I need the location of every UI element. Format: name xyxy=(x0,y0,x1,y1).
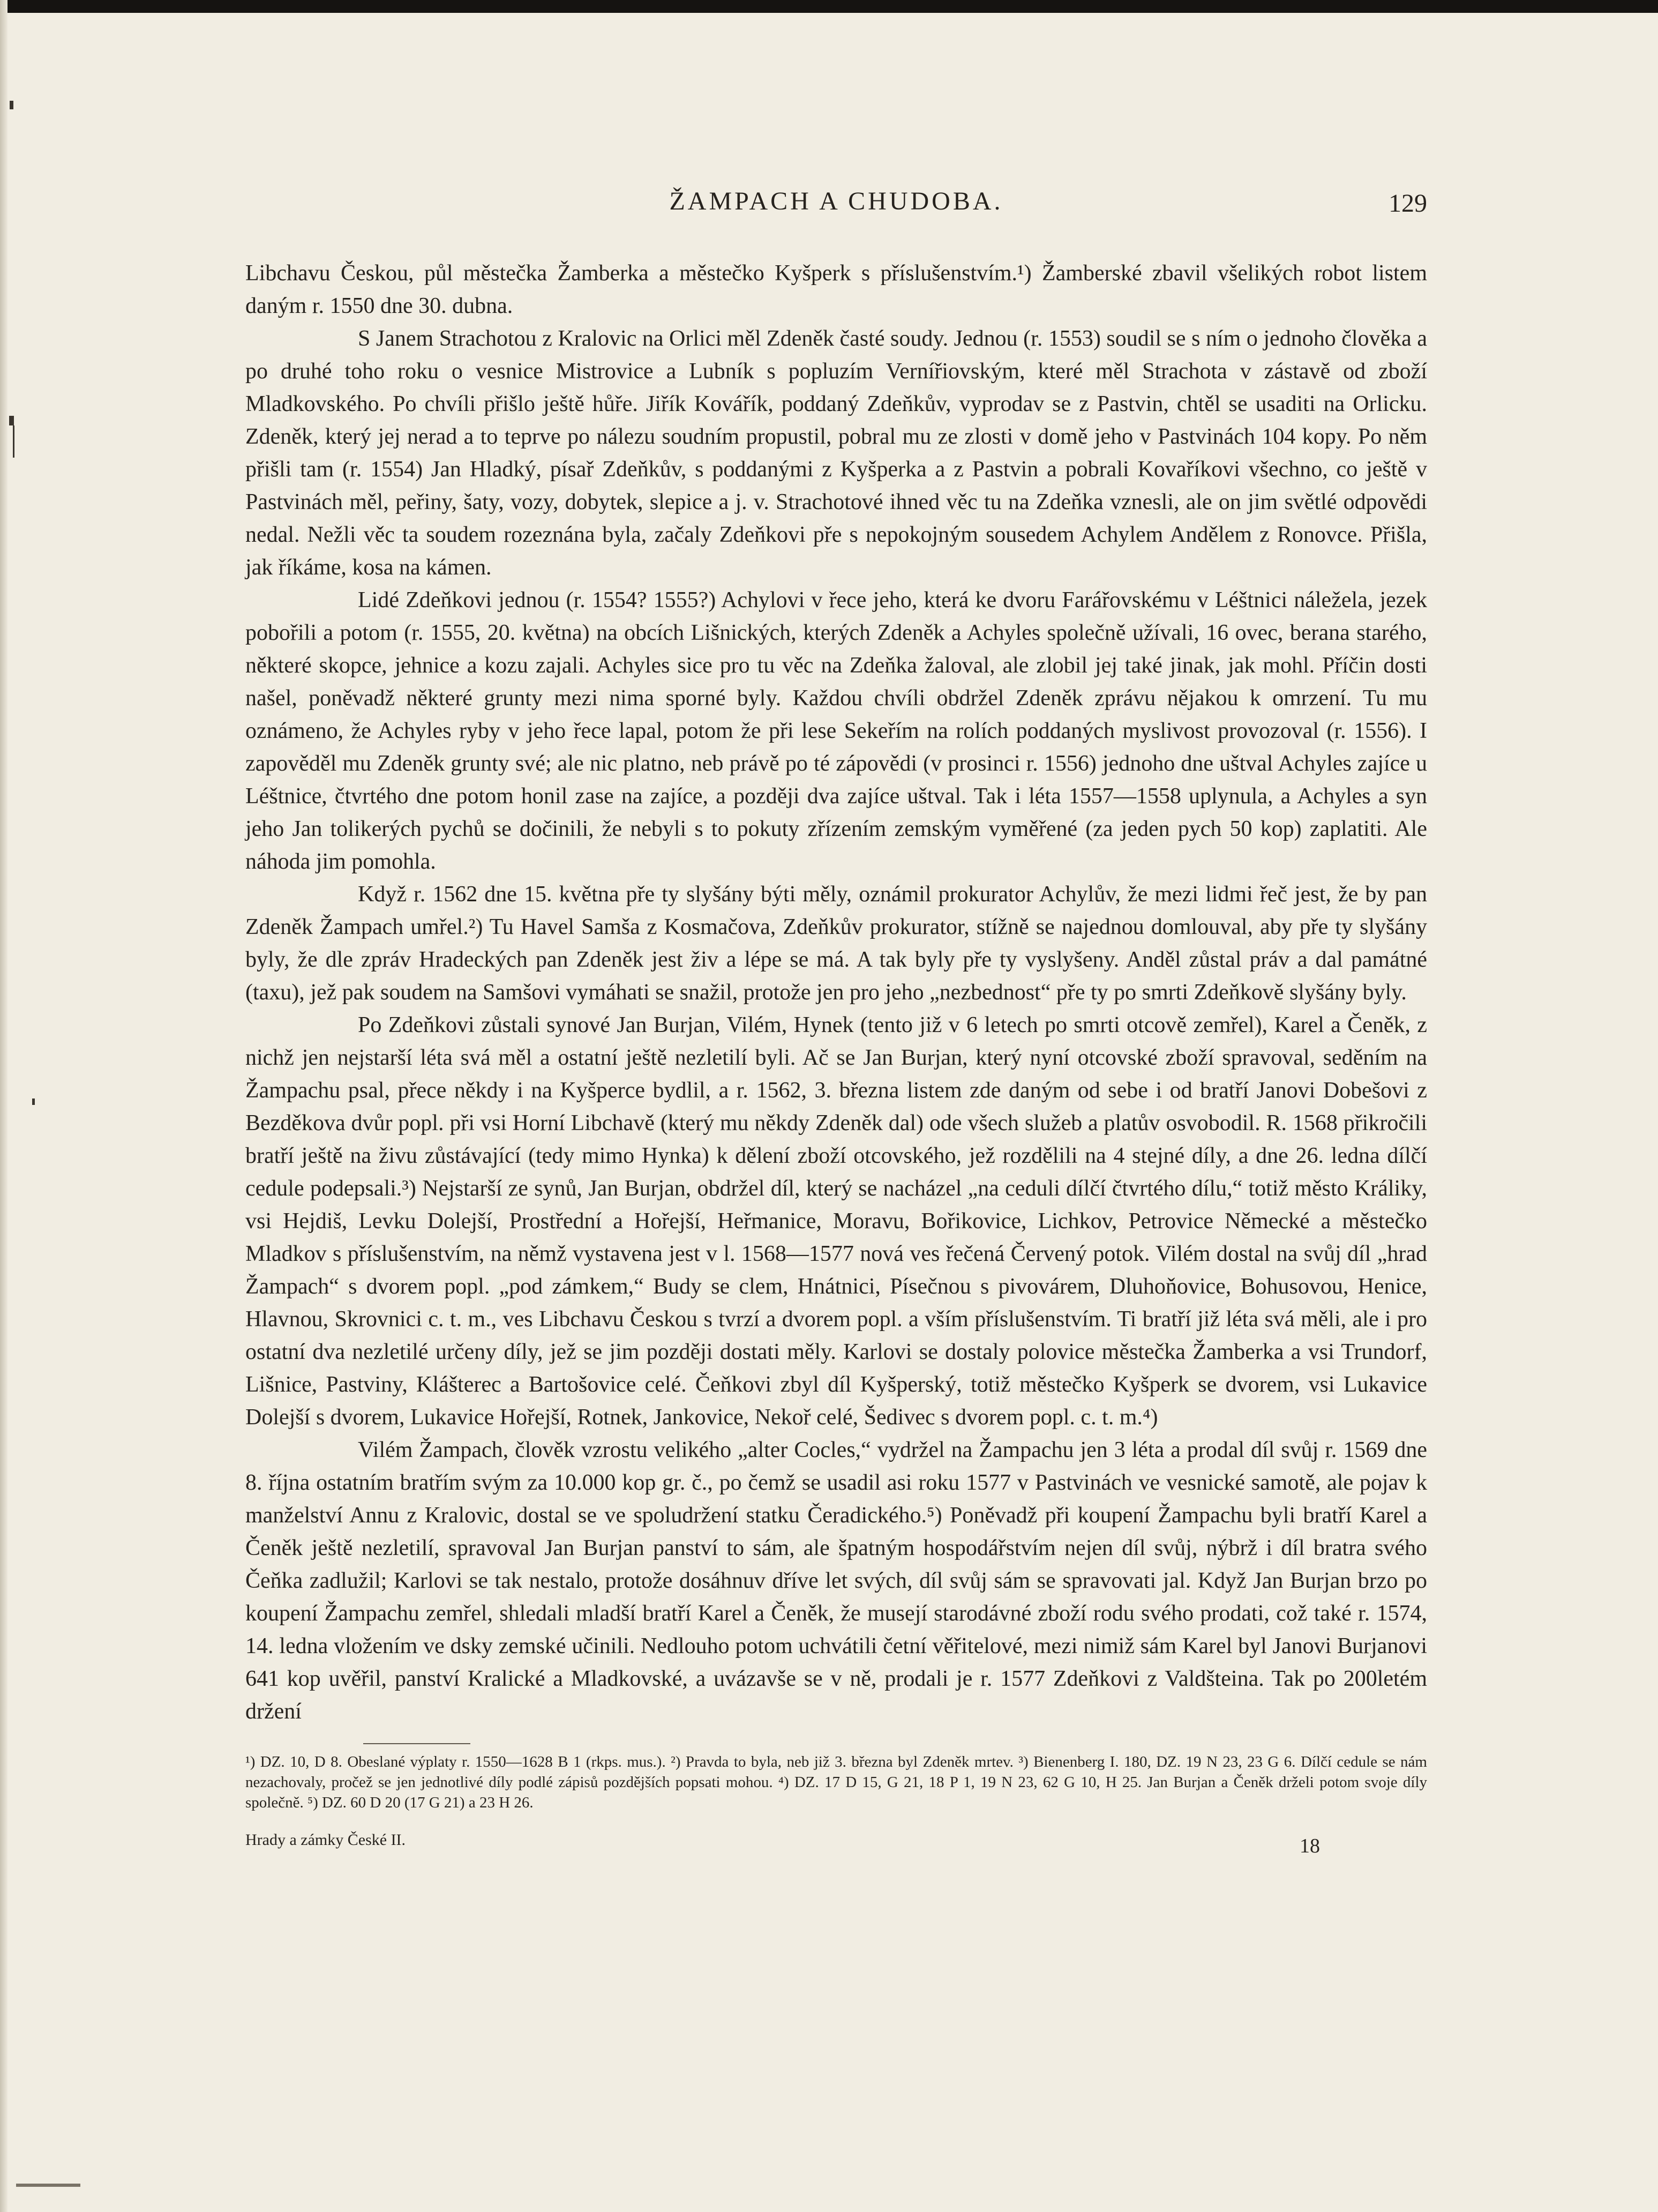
margin-mark xyxy=(13,425,14,458)
margin-mark xyxy=(16,2184,80,2187)
paragraph: Lidé Zdeňkovi jednou (r. 1554? 1555?) Achylovi v řece jeho, která ke dvoru Farářovskému v Léštnici náležela, jezek pobořili a potom (r. 1555, 20. května) na obcích Lišnických, kterých Zdeněk a Achyles společně užívali, 16 ovec, berana starého, některé skopce, jehnice a kozu zajali. Achyles sice pro tu věc na Zdeňka žaloval, ale zlobil jej také jinak, jak mohl. Příčin dosti našel, poněvadž některé grunty mezi nima sporné byly. Každou chvíli obdržel Zdeněk zprávu nějakou k omrzení. Tu mu oznámeno, že Achyles ryby v jeho řece lapal, potom že při lese Sekeřím na rolích poddaných myslivost provozoval (r. 1556). I zapověděl mu Zdeněk grunty své; ale nic platno, neb právě po té zápovědi (v prosinci r. 1556) jednoho dne uštval Achyles zajíce u Léštnice, čtvrtého dne potom honil zase na zajíce, a později dva zajíce uštval. Tak i léta 1557—1558 uplynula, a Achyles a syn jeho Jan tolikerých pychů se dočinili, že nebyli s to pokuty zřízením zemským vyměřené (za jeden pych 50 kop) zaplatiti. Ale náhoda jim pomohla. xyxy=(245,588,1427,874)
margin-mark xyxy=(9,416,14,425)
footnotes: ¹) DZ. 10, D 8. Obeslané výplaty r. 1550—1628 B 1 (rkps. mus.). ²) Pravda to byla, neb již 3. března byl Zdeněk mrtev. ³) Bienenberg I. 180, DZ. 19 N 23, 23 G 6. Dílčí cedule se nám nezachovaly, pročež se jen jednotlivé díly podlé zápisů pozdějších popsati mohou. ⁴) DZ. 17 D 15, G 21, 18 P 1, 19 N 23, 62 G 10, H 25. Jan Burjan a Čeněk drželi potom svoje díly společně. ⁵) DZ. 60 D 20 (17 G 21) a 23 H 26. xyxy=(245,1753,1427,1811)
paragraph: S Janem Strachotou z Kralovic na Orlici měl Zdeněk časté soudy. Jednou (r. 1553) soudil se s ním o jednoho člověka a po druhé toho roku o vesnice Mistrovice a Lubník s popluzím Vernířiovským, které měl Strachota v zástavě od zboží Mladkovského. Po chvíli přišlo ještě hůře. Jiřík Kovářík, poddaný Zdeňkův, vyprodav se z Pastvin, chtěl se usaditi na Orlicku. Zdeněk, který jej nerad a to teprve po nálezu soudním propustil, pobral mu ze zlosti v domě jeho v Pastvinách 104 kopy. Po něm přišli tam (r. 1554) Jan Hladký, písař Zdeňkův, s poddanými z Kyšperka a z Pastvin a pobrali Kovaříkovi všechno, co ještě v Pastvinách měl, peřiny, šaty, vozy, dobytek, slepice a j. v. Strachotové ihned věc tu na Zdeňka vznesli, ale on jim světlé odpovědi nedal. Nežli věc ta soudem rozeznána byla, začaly Zdeňkovi pře s nepokojným sousedem Achylem Andělem z Ronovce. Přišla, jak říkáme, kosa na kámen. xyxy=(245,326,1427,580)
paragraph: Když r. 1562 dne 15. května pře ty slyšány býti měly, oznámil prokurator Achylův, že mezi lidmi řeč jest, že by pan Zdeněk Žampach umřel.²) Tu Havel Samša z Kosmačova, Zdeňkův prokurator, stížně se najednou domlouval, aby pře ty slyšány byly, že dle zpráv Hradeckých pan Zdeněk jest živ a lépe se má. A tak byly pře ty vyslyšeny. Anděl zůstal práv a dal památné (taxu), jež pak soudem na Samšovi vymáhati se snažil, protože jen pro jeho „nezbednost“ pře ty po smrti Zdeňkově slyšány byly. xyxy=(245,882,1427,1005)
page-header xyxy=(245,186,1427,224)
page-number: 129 xyxy=(1389,189,1427,218)
scan-left-edge xyxy=(0,0,7,2212)
paragraph: Vilém Žampach, člověk vzrostu velikého „alter Cocles,“ vydržel na Žampachu jen 3 léta a prodal díl svůj r. 1569 dne 8. října ostatním bratřím svým za 10.000 kop gr. č., po čemž se usadil asi roku 1577 v Pastvinách ve vesnické samotě, ale pojav k manželství Annu z Kralovic, dostal se ve spoludržení statku Čeradického.⁵) Poněvadž při koupení Žampachu byli bratří Karel a Čeněk ještě nezletilí, spravoval Jan Burjan panství to sám, ale špatným hospodářstvím nejen díl svůj, nýbrž i díl bratra svého Čeňka zadlužil; Karlovi se tak nestalo, protože dosáhnuv dříve let svých, díl svůj sám se spravovati jal. Když Jan Burjan brzo po koupení Žampachu zemřel, shledali mladší bratří Karel a Čeněk, že musejí starodávné zboží rodu svého prodati, což také r. 1574, 14. ledna vložením ve dsky zemské učinili. Nedlouho potom uchvátili četní věřitelové, mezi nimiž sám Karel byl Janovi Burjanovi 641 kop uvěřil, panství Kralické a Mladkovské, a uvázavše se v ně, prodali je r. 1577 Zdeňkovi z Valdšteina. Tak po 200letém držení xyxy=(245,1438,1427,1724)
book-page xyxy=(245,186,1427,1855)
footnote-rule xyxy=(363,1743,470,1744)
signature-line xyxy=(245,1822,1427,1855)
book-title-signature: Hrady a zámky České II. xyxy=(245,1831,406,1849)
paragraph: Libchavu Českou, půl městečka Žamberka a městečko Kyšperk s příslušenstvím.¹) Žamberské zbavil všelikých robot listem daným r. 1550 dne 30. dubna. xyxy=(245,261,1427,318)
margin-mark xyxy=(32,1098,35,1105)
body-text xyxy=(245,257,1427,1728)
margin-mark xyxy=(10,101,13,109)
scan-top-border xyxy=(0,0,1658,13)
paragraph: Po Zdeňkovi zůstali synové Jan Burjan, Vilém, Hynek (tento již v 6 letech po smrti otcově zemřel), Karel a Čeněk, z nichž jen nejstarší léta svá měl a ostatní ještě nezletilí byli. Ač se Jan Burjan, který nyní otcovské zboží spravoval, seděním na Žampachu psal, přece někdy i na Kyšperce bydlil, a r. 1562, 3. března listem zde daným od sebe i od bratří Janovi Dobešovi z Bezděkova dvůr popl. při vsi Horní Libchavě (který mu někdy Zdeněk dal) ode všech služeb a platův osvobodil. R. 1568 přikročili bratří ještě na živu zůstávající (tedy mimo Hynka) k dělení zboží otcovského, jež rozdělili na 4 stejné díly, a dne 26. ledna dílčí cedule podepsali.³) Nejstarší ze synů, Jan Burjan, obdržel díl, který se nacházel „na ceduli dílčí čtvrtého dílu,“ totiž město Králiky, vsi Hejdiš, Levku Dolejší, Prostřední a Hořejší, Heřmanice, Moravu, Bořikovice, Lichkov, Petrovice Německé a městečko Mladkov s příslušenstvím, na němž vystavena jest v l. 1568—1577 nová ves řečená Červený potok. Vilém dostal na svůj díl „hrad Žampach“ s dvorem popl. „pod zámkem,“ Budy se clem, Hnátnici, Písečnou s pivovárem, Dluhoňovice, Bohusovou, Henice, Hlavnou, Skrovnici c. t. m., ves Libchavu Českou s tvrzí a dvorem popl. a vším příslušenstvím. Ti bratří již léta svá měli, ale i pro ostatní dva nezletilé určeny díly, jež se jim později dostati měly. Karlovi se dostaly polovice městečka Žamberka a vsi Trundorf, Lišnice, Pastviny, Klášterec a Bartošovice celé. Čeňkovi zbyl díl Kyšperský, totiž městečko Kyšperk se dvorem, vsi Lukavice Dolejší s dvorem, Lukavice Hořejší, Rotnek, Jankovice, Nekoř celé, Šedivec s dvorem popl. c. t. m.⁴) xyxy=(245,1013,1427,1430)
sheet-number: 18 xyxy=(1300,1835,1320,1857)
running-title: ŽAMPACH A CHUDOBA. xyxy=(669,187,1003,215)
